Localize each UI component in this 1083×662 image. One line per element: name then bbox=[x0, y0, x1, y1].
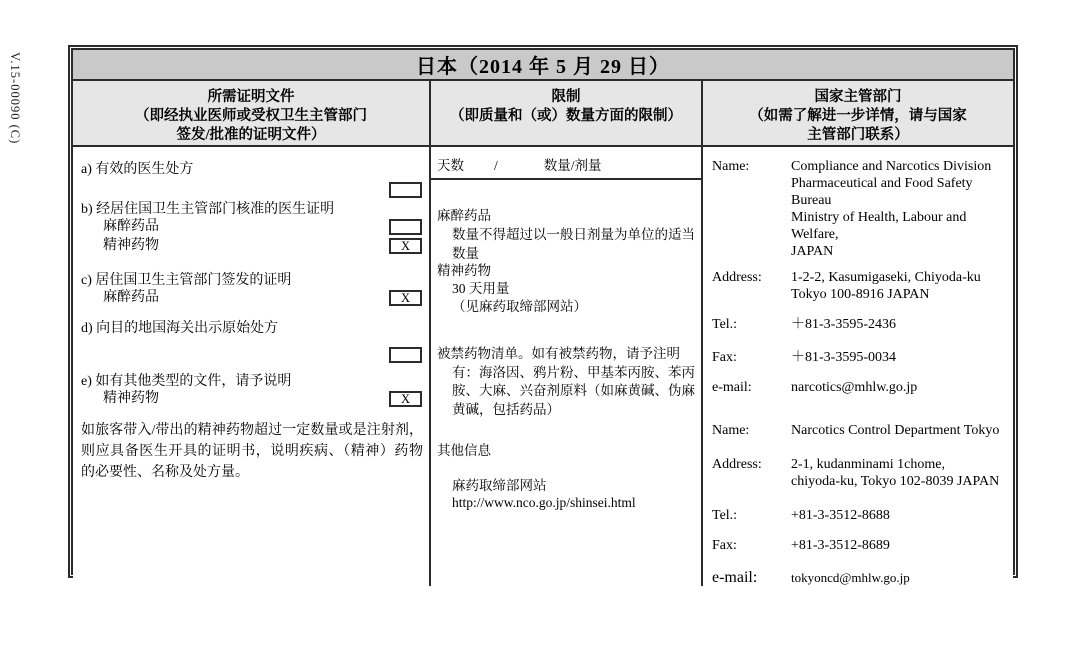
value-line: 1-2-2, Kasumigaseki, Chiyoda-ku bbox=[791, 270, 981, 285]
header-line: 签发/批准的证明文件） bbox=[176, 127, 326, 143]
table-title: 日本（2014 年 5 月 29 日） bbox=[73, 50, 1013, 81]
header-line: （即经执业医师或受权卫生主管部门 bbox=[135, 108, 367, 124]
authority1-name-value bbox=[791, 158, 1009, 260]
table-body-row bbox=[73, 147, 1013, 586]
checkbox-e-psychotropic: X bbox=[389, 391, 422, 407]
psychotropics-note: （见麻药取缔部网站） bbox=[452, 299, 587, 314]
header-national-authorities bbox=[703, 81, 1013, 145]
item-b-psychotropic-label: 精神药物 bbox=[103, 237, 159, 253]
column-national-authorities bbox=[703, 147, 1013, 586]
authority2-email-value: tokyoncd@mhlw.go.jp bbox=[791, 570, 910, 585]
item-a-row bbox=[81, 161, 425, 178]
item-e-psychotropic-row bbox=[81, 390, 425, 407]
value-line: 2-1, kudanminami 1chome, bbox=[791, 457, 945, 472]
document-number-stamp: V.15-00090 (C) bbox=[8, 52, 22, 145]
header-line: 国家主管部门 bbox=[814, 89, 902, 105]
slash-separator: / bbox=[494, 158, 498, 173]
item-e-psychotropic-label: 精神药物 bbox=[103, 390, 159, 406]
item-a-checkbox-row bbox=[81, 181, 425, 198]
authority2-tel-entry bbox=[712, 507, 1009, 524]
quantity-dose-label: 数量/剂量 bbox=[543, 158, 602, 173]
table-header-row bbox=[73, 81, 1013, 147]
authority1-name-entry bbox=[712, 158, 1009, 260]
header-line: （即质量和（或）数量方面的限制） bbox=[450, 108, 682, 124]
value-line: Compliance and Narcotics Division bbox=[791, 159, 992, 174]
column-restrictions bbox=[431, 147, 703, 586]
item-d-row bbox=[81, 320, 425, 337]
address-label: Address: bbox=[712, 270, 762, 285]
item-e-label: e) 如有其他类型的文件，请予说明 bbox=[81, 373, 292, 389]
value-line: Tokyo 100-8916 JAPAN bbox=[791, 287, 930, 302]
authority2-name-value: Narcotics Control Department Tokyo bbox=[791, 423, 1000, 438]
column-required-documents bbox=[73, 147, 431, 586]
country-requirements-table bbox=[68, 45, 1018, 586]
item-c-narcotic-label: 麻醉药品 bbox=[103, 289, 159, 305]
email-label: e-mail: bbox=[712, 569, 758, 586]
authority2-email-entry bbox=[712, 569, 1009, 586]
psychotropics-title: 精神药物 bbox=[437, 263, 491, 278]
authority1-fax-entry bbox=[712, 349, 1009, 366]
days-quantity-header bbox=[431, 159, 701, 180]
name-label: Name: bbox=[712, 159, 750, 174]
authority2-fax-entry bbox=[712, 537, 1009, 554]
address-label: Address: bbox=[712, 457, 762, 472]
prohibited-list-intro: 被禁药物清单。如有被禁药物，请予注明 bbox=[437, 346, 680, 361]
item-c-label: c) 居住国卫生主管部门签发的证明 bbox=[81, 272, 292, 288]
item-c-row bbox=[81, 272, 425, 289]
item-c-narcotic-row bbox=[81, 289, 425, 306]
authority1-fax-value: ＋81-3-3595-0034 bbox=[791, 350, 896, 365]
authority1-email-entry bbox=[712, 379, 1009, 396]
email-label: e-mail: bbox=[712, 380, 752, 395]
item-b-psychotropic-row bbox=[81, 237, 425, 254]
authority1-tel-entry bbox=[712, 316, 1009, 333]
name-label: Name: bbox=[712, 423, 750, 438]
fax-label: Fax: bbox=[712, 350, 737, 365]
item-b-narcotic-label: 麻醉药品 bbox=[103, 218, 159, 234]
header-line: 主管部门联系） bbox=[807, 127, 909, 143]
item-a-label: a) 有效的医生处方 bbox=[81, 161, 194, 177]
value-line: JAPAN bbox=[791, 244, 834, 259]
value-line: Pharmaceutical and Food Safety Bureau bbox=[791, 176, 973, 208]
checkbox-b-narcotic bbox=[389, 219, 422, 235]
header-line: 限制 bbox=[551, 89, 581, 105]
authority2-address-entry bbox=[712, 456, 1009, 490]
header-required-documents bbox=[73, 81, 431, 145]
tel-label: Tel.: bbox=[712, 317, 738, 332]
item-d-checkbox-row bbox=[81, 346, 425, 363]
authority1-tel-value: ＋81-3-3595-2436 bbox=[791, 317, 896, 332]
checkbox-item-d bbox=[389, 347, 422, 363]
header-line: （如需了解进一步详情，请与国家 bbox=[749, 108, 967, 124]
authority1-email-value: narcotics@mhlw.go.jp bbox=[791, 380, 918, 395]
value-line: chiyoda-ku, Tokyo 102-8039 JAPAN bbox=[791, 474, 1000, 489]
fax-label: Fax: bbox=[712, 538, 737, 553]
authority1-address-entry bbox=[712, 269, 1009, 303]
item-d-label: d) 向目的地国海关出示原始处方 bbox=[81, 320, 279, 336]
narcotics-title: 麻醉药品 bbox=[437, 208, 491, 223]
psychotropics-limit: 30 天用量 bbox=[452, 281, 510, 296]
authority2-tel-value: +81-3-3512-8688 bbox=[791, 508, 890, 523]
checkbox-item-a bbox=[389, 182, 422, 198]
item-b-label: b) 经居住国卫生主管部门核准的医生证明 bbox=[81, 201, 335, 217]
authority2-fax-value: +81-3-3512-8689 bbox=[791, 538, 890, 553]
tel-label: Tel.: bbox=[712, 508, 738, 523]
header-restrictions bbox=[431, 81, 703, 145]
website-label: 麻药取缔部网站 bbox=[452, 478, 547, 493]
checkbox-c-narcotic: X bbox=[389, 290, 422, 306]
website-url-link[interactable]: http://www.nco.go.jp/shinsei.html bbox=[452, 495, 636, 510]
authority1-address-value bbox=[791, 269, 1009, 303]
narcotics-limit: 数量不得超过以一般日剂量为单位的适当数量 bbox=[452, 227, 695, 261]
item-e-row bbox=[81, 373, 425, 390]
header-line: 所需证明文件 bbox=[207, 89, 295, 105]
checkbox-b-psychotropic: X bbox=[389, 238, 422, 254]
item-b-narcotic-row bbox=[81, 218, 425, 235]
prohibited-list: 有：海洛因、鸦片粉、甲基苯丙胺、苯丙胺、大麻、兴奋剂原料（如麻黄碱、伪麻黄碱，包括药品） bbox=[452, 364, 695, 417]
item-b-row bbox=[81, 201, 425, 218]
psychotropic-injection-note: 如旅客带入/带出的精神药物超过一定数量或是注射剂，则应具备医生开具的证明书，说明疾病、（精神）药物的必要性、名称及处方量。 bbox=[81, 423, 423, 480]
other-info-title: 其他信息 bbox=[437, 443, 491, 458]
days-label: 天数 bbox=[437, 158, 464, 173]
authority2-address-value bbox=[791, 456, 1009, 490]
authority2-name-entry bbox=[712, 422, 1009, 439]
value-line: Ministry of Health, Labour and Welfare, bbox=[791, 210, 967, 242]
